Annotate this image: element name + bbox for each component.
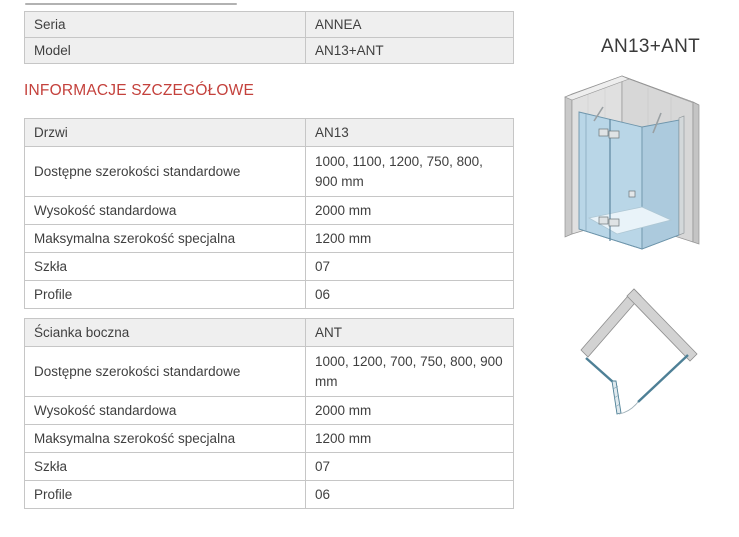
- table-row: [25, 147, 514, 197]
- row-value: 06: [306, 481, 514, 509]
- table-row: [25, 453, 514, 481]
- row-value: 1200 mm: [306, 425, 514, 453]
- row-value: 2000 mm: [306, 197, 514, 225]
- model-label: Model: [25, 38, 306, 64]
- table-row: [25, 12, 514, 38]
- row-label: Wysokość standardowa: [25, 397, 306, 425]
- row-label: Maksymalna szerokość specjalna: [25, 225, 306, 253]
- series-value: ANNEA: [306, 12, 514, 38]
- row-label: Profile: [25, 281, 306, 309]
- row-label: Profile: [25, 481, 306, 509]
- table-row: [25, 225, 514, 253]
- row-label: Szkła: [25, 253, 306, 281]
- table-row: [25, 281, 514, 309]
- row-value: 1000, 1100, 1200, 750, 800, 900 mm: [306, 147, 514, 197]
- section-heading: INFORMACJE SZCZEGÓŁOWE: [24, 82, 255, 99]
- door-header-value: AN13: [306, 119, 514, 147]
- table-header-row: [25, 119, 514, 147]
- row-label: Dostępne szerokości standardowe: [25, 147, 306, 197]
- row-value: 2000 mm: [306, 397, 514, 425]
- side-wall-spec-table: [24, 318, 514, 509]
- table-row: [25, 253, 514, 281]
- row-label: Maksymalna szerokość specjalna: [25, 425, 306, 453]
- diagram-model-label: AN13+ANT: [600, 36, 701, 57]
- series-model-table: [24, 11, 514, 64]
- series-label: Seria: [25, 12, 306, 38]
- table-header-row: [25, 319, 514, 347]
- table-row: [25, 197, 514, 225]
- door-spec-table: [24, 118, 514, 309]
- table-row: [25, 397, 514, 425]
- row-value: 1200 mm: [306, 225, 514, 253]
- table-row: [25, 347, 514, 397]
- side-wall-header-value: ANT: [306, 319, 514, 347]
- model-value: AN13+ANT: [306, 38, 514, 64]
- row-value: 07: [306, 453, 514, 481]
- cropped-element-remnant: [25, 3, 237, 5]
- table-row: [25, 425, 514, 453]
- row-label: Dostępne szerokości standardowe: [25, 347, 306, 397]
- table-row: [25, 38, 514, 64]
- row-label: Szkła: [25, 453, 306, 481]
- shower-enclosure-3d-view-icon: [563, 72, 738, 287]
- row-value: 06: [306, 281, 514, 309]
- row-value: 07: [306, 253, 514, 281]
- side-wall-header-label: Ścianka boczna: [25, 319, 306, 347]
- row-value: 1000, 1200, 700, 750, 800, 900 mm: [306, 347, 514, 397]
- row-label: Wysokość standardowa: [25, 197, 306, 225]
- door-header-label: Drzwi: [25, 119, 306, 147]
- shower-enclosure-top-view-icon: [572, 288, 712, 423]
- table-row: [25, 481, 514, 509]
